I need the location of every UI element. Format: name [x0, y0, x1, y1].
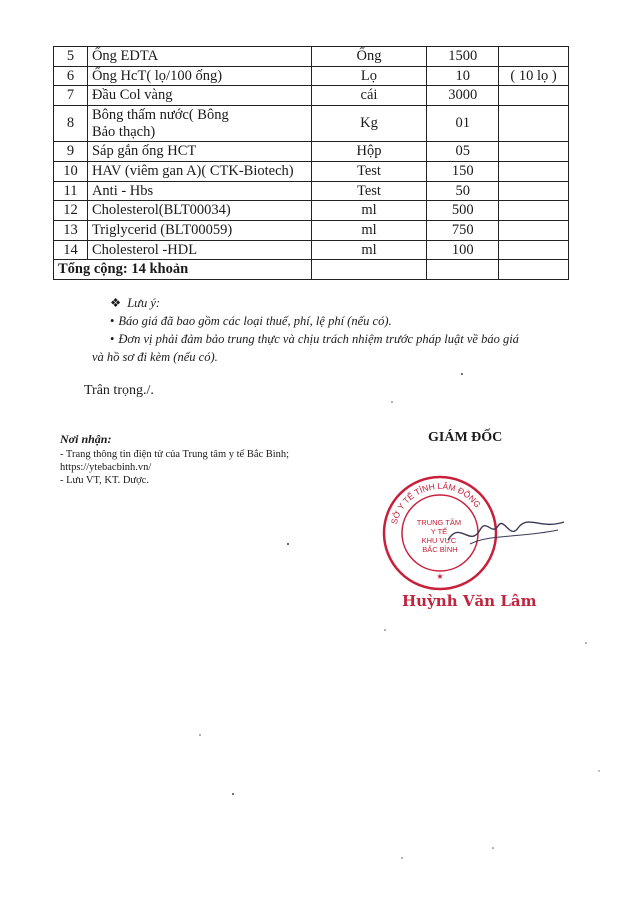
item-name-line1: Bông thấm nước( Bông — [91, 107, 229, 124]
row-number: 5 — [54, 47, 88, 67]
item-name: Ống EDTA — [87, 47, 311, 67]
table-row — [54, 47, 569, 67]
items-table — [53, 46, 569, 280]
table-row — [54, 201, 569, 221]
item-note — [499, 47, 569, 67]
note-text-1: Báo giá đã bao gồm các loại thuế, phí, lệ phí (nếu có). — [118, 314, 392, 328]
item-name — [87, 106, 311, 142]
total-qty-cell — [427, 260, 499, 280]
recipient-line-1: - Trang thông tin điện tử của Trung tâm y tế Bắc Bình; — [60, 449, 290, 460]
item-name-line2: Bảo thạch) — [91, 123, 156, 140]
speck — [232, 793, 234, 795]
item-unit: ml — [311, 221, 427, 241]
speck — [199, 734, 201, 736]
item-note — [499, 240, 569, 260]
speck — [492, 847, 494, 849]
speck — [585, 642, 587, 644]
speck — [384, 629, 386, 631]
table-row — [54, 181, 569, 201]
star-icon: ★ — [436, 572, 444, 581]
table-row — [54, 106, 569, 142]
item-unit: Test — [311, 181, 427, 201]
item-unit: Test — [311, 162, 427, 182]
item-quantity: 01 — [427, 106, 499, 142]
item-note — [499, 221, 569, 241]
row-number: 11 — [54, 181, 88, 201]
recipient-line-2: https://ytebacbinh.vn/ — [60, 462, 152, 473]
item-note — [499, 201, 569, 221]
item-name: Cholesterol(BLT00034) — [87, 201, 311, 221]
item-note — [499, 181, 569, 201]
speck — [461, 373, 463, 375]
note-line-1 — [106, 312, 596, 330]
signature-stroke — [448, 522, 564, 540]
item-note — [499, 162, 569, 182]
row-number: 9 — [54, 142, 88, 162]
bullet-icon: • — [110, 314, 115, 328]
speck — [391, 401, 393, 403]
item-unit: ml — [311, 201, 427, 221]
recipient-line-3: - Lưu VT, KT. Dược. — [60, 475, 149, 486]
handwritten-signature — [440, 500, 570, 560]
item-note: ( 10 lọ ) — [499, 66, 569, 86]
row-number: 8 — [54, 106, 88, 142]
note-text-2: Đơn vị phải đảm bảo trung thực và chịu trách nhiệm trước pháp luật về báo giá — [118, 332, 519, 346]
item-quantity: 05 — [427, 142, 499, 162]
item-quantity: 50 — [427, 181, 499, 201]
row-number: 10 — [54, 162, 88, 182]
notes-section — [92, 294, 596, 366]
note-line-2 — [106, 330, 596, 348]
item-name: HAV (viêm gan A)( CTK-Biotech) — [87, 162, 311, 182]
item-unit: Kg — [311, 106, 427, 142]
item-unit: cái — [311, 86, 427, 106]
speck — [401, 857, 403, 859]
bullet-icon: • — [110, 332, 115, 346]
item-name: Anti - Hbs — [87, 181, 311, 201]
diamond-bullet-icon: ❖ — [110, 296, 122, 310]
item-quantity: 500 — [427, 201, 499, 221]
notes-heading — [106, 294, 596, 312]
speck — [598, 770, 599, 771]
director-title: GIÁM ĐỐC — [428, 430, 503, 445]
table-row — [54, 221, 569, 241]
signature-underline — [470, 530, 558, 544]
table-row — [54, 240, 569, 260]
item-quantity: 1500 — [427, 47, 499, 67]
stamp-ring-text: SỞ Y TẾ TỈNH LÂM ĐỒNG — [388, 480, 483, 526]
item-note — [499, 106, 569, 142]
item-name: Đầu Col vàng — [87, 86, 311, 106]
item-note — [499, 142, 569, 162]
row-number: 6 — [54, 66, 88, 86]
table-row — [54, 86, 569, 106]
total-label: Tổng cộng: 14 khoản — [54, 260, 312, 280]
row-number: 12 — [54, 201, 88, 221]
table-row — [54, 142, 569, 162]
item-name: Ống HcT( lọ/100 ống) — [87, 66, 311, 86]
row-number: 13 — [54, 221, 88, 241]
director-name: Huỳnh Văn Lâm — [402, 592, 537, 610]
table-row — [54, 66, 569, 86]
closing-text: Trân trọng./. — [84, 383, 154, 398]
total-note-cell — [499, 260, 569, 280]
row-number: 7 — [54, 86, 88, 106]
item-quantity: 750 — [427, 221, 499, 241]
item-unit: Hộp — [311, 142, 427, 162]
item-unit: Lọ — [311, 66, 427, 86]
item-name: Cholesterol -HDL — [87, 240, 311, 260]
item-note — [499, 86, 569, 106]
item-quantity: 100 — [427, 240, 499, 260]
notes-title: Lưu ý: — [127, 296, 161, 310]
total-unit-cell — [311, 260, 427, 280]
item-unit: Ống — [311, 47, 427, 67]
total-row — [54, 260, 569, 280]
recipients-title: Nơi nhận: — [60, 432, 112, 446]
item-quantity: 10 — [427, 66, 499, 86]
item-name: Triglycerid (BLT00059) — [87, 221, 311, 241]
recipients-block — [60, 433, 390, 487]
note-line-2-continued: và hồ sơ đi kèm (nếu có). — [92, 350, 218, 364]
item-quantity: 3000 — [427, 86, 499, 106]
stamp-center-text: TRUNG TÂM Y TẾ KHU VỰC BẮC BÌNH — [416, 518, 462, 554]
speck — [287, 543, 289, 545]
table-row — [54, 162, 569, 182]
item-quantity: 150 — [427, 162, 499, 182]
row-number: 14 — [54, 240, 88, 260]
item-unit: ml — [311, 240, 427, 260]
item-name: Sáp gắn ống HCT — [87, 142, 311, 162]
